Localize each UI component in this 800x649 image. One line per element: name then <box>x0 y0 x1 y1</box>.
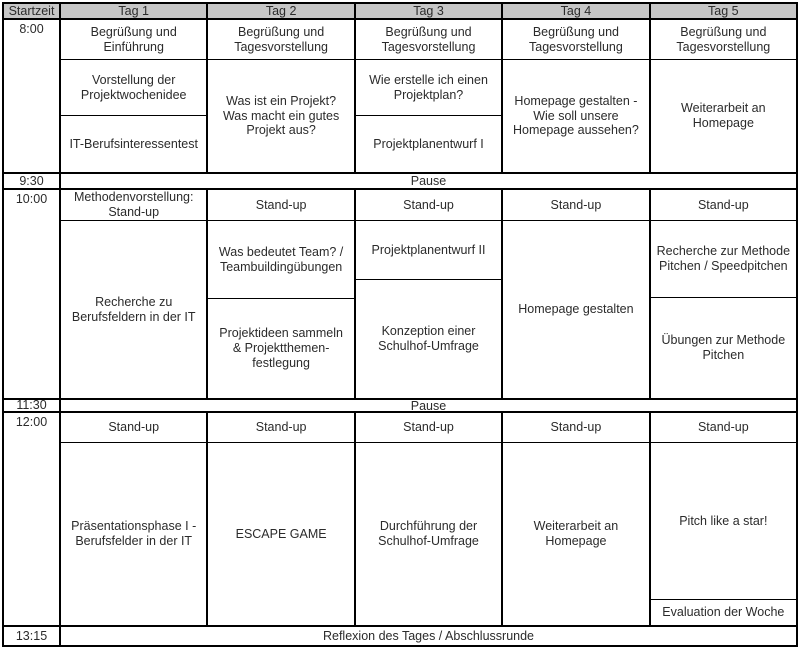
day1-1000 <box>59 190 206 398</box>
row-1000 <box>4 188 796 398</box>
session-cell: Was ist ein Projekt? Was macht ein gutes Projekt aus? <box>208 59 353 172</box>
row-0930-pause <box>4 172 796 188</box>
day5-1000 <box>649 190 796 398</box>
session-cell: ESCAPE GAME <box>208 442 353 625</box>
session-cell: Was bedeutet Team? / Teambuildingübungen <box>208 220 353 298</box>
session-cell: Konzeption einer Schulhof-Umfrage <box>356 279 501 398</box>
session-cell: Weiterarbeit an Homepage <box>651 59 796 172</box>
day3-1000 <box>354 190 501 398</box>
day4-1000 <box>501 190 648 398</box>
session-cell: Vorstellung der Projektwochenidee <box>61 59 206 115</box>
session-cell: Begrüßung und Tagesvorstellung <box>676 24 771 54</box>
session-cell: Stand-up <box>108 420 160 435</box>
session-cell: Stand-up <box>255 420 307 435</box>
pause-cell: Pause <box>59 174 796 188</box>
session-cell: Weiterarbeit an Homepage <box>503 442 648 625</box>
header-cell-tag-3: Tag 3 <box>354 4 501 18</box>
session-cell: Evaluation der Woche <box>651 599 796 625</box>
day4-0800 <box>501 20 648 172</box>
session-cell: Begrüßung und Tagesvorstellung <box>529 24 623 54</box>
session-cell: Recherche zu Berufsfeldern in der IT <box>61 220 206 398</box>
session-cell: Übungen zur Methode Pitchen <box>651 297 796 398</box>
row-1130-pause <box>4 398 796 411</box>
session-cell: Methodenvorstellung: Stand-up <box>73 190 194 219</box>
session-cell: Recherche zur Methode Pitchen / Speedpitchen <box>651 220 796 297</box>
session-cell: Stand-up <box>697 420 749 435</box>
session-cell: Präsentationsphase I - Berufsfelder in der IT <box>61 442 206 625</box>
time-label-0930: 9:30 <box>19 173 44 188</box>
row-1315 <box>4 625 796 645</box>
session-cell: Homepage gestalten <box>503 220 648 398</box>
day5-0800 <box>649 20 796 172</box>
session-cell: Projektideen sammeln & Projektthemen-festlegung <box>208 298 353 398</box>
time-label-1315: 13:15 <box>15 628 48 643</box>
time-label-1000: 10:00 <box>15 192 48 206</box>
header-cell-startzeit: Startzeit <box>8 3 55 18</box>
time-label-1200: 12:00 <box>15 415 48 429</box>
session-cell: IT-Berufsinteressentest <box>61 115 206 172</box>
session-cell: Stand-up <box>550 420 602 435</box>
header-cell-tag-1: Tag 1 <box>59 4 206 18</box>
session-cell: Stand-up <box>403 420 454 435</box>
session-cell: Begrüßung und Einführung <box>90 24 177 54</box>
session-cell: Pitch like a star! <box>651 442 796 599</box>
day2-1000 <box>206 190 353 398</box>
header-cell-tag-5: Tag 5 <box>649 4 796 18</box>
session-cell: Stand-up <box>255 197 307 212</box>
session-cell: Stand-up <box>403 197 454 212</box>
session-cell: Begrüßung und Tagesvorstellung <box>234 24 329 54</box>
closing-cell: Reflexion des Tages / Abschlussrunde <box>59 627 796 645</box>
session-cell: Durchführung der Schulhof-Umfrage <box>356 442 501 625</box>
day5-1200 <box>649 413 796 625</box>
session-cell: Begrüßung und Tagesvorstellung <box>381 24 476 54</box>
session-cell: Wie erstelle ich einen Projektplan? <box>356 59 501 115</box>
header-row <box>4 4 796 18</box>
schedule-table <box>2 2 798 647</box>
time-label-1130: 11:30 <box>16 398 47 413</box>
day1-0800 <box>59 20 206 172</box>
time-label-0800: 8:00 <box>19 22 44 36</box>
header-cell-tag-4: Tag 4 <box>501 4 648 18</box>
session-cell: Stand-up <box>550 197 602 212</box>
day2-0800 <box>206 20 353 172</box>
day3-0800 <box>354 20 501 172</box>
header-cell-tag-2: Tag 2 <box>206 4 353 18</box>
day3-1200 <box>354 413 501 625</box>
day2-1200 <box>206 413 353 625</box>
pause-cell: Pause <box>59 400 796 411</box>
row-0800 <box>4 18 796 172</box>
day4-1200 <box>501 413 648 625</box>
session-cell: Homepage gestalten - Wie soll unsere Homepage aussehen? <box>503 59 648 172</box>
row-1200 <box>4 411 796 625</box>
session-cell: Stand-up <box>697 197 749 212</box>
session-cell: Projektplanentwurf I <box>356 115 501 172</box>
session-cell: Projektplanentwurf II <box>356 220 501 279</box>
day1-1200 <box>59 413 206 625</box>
